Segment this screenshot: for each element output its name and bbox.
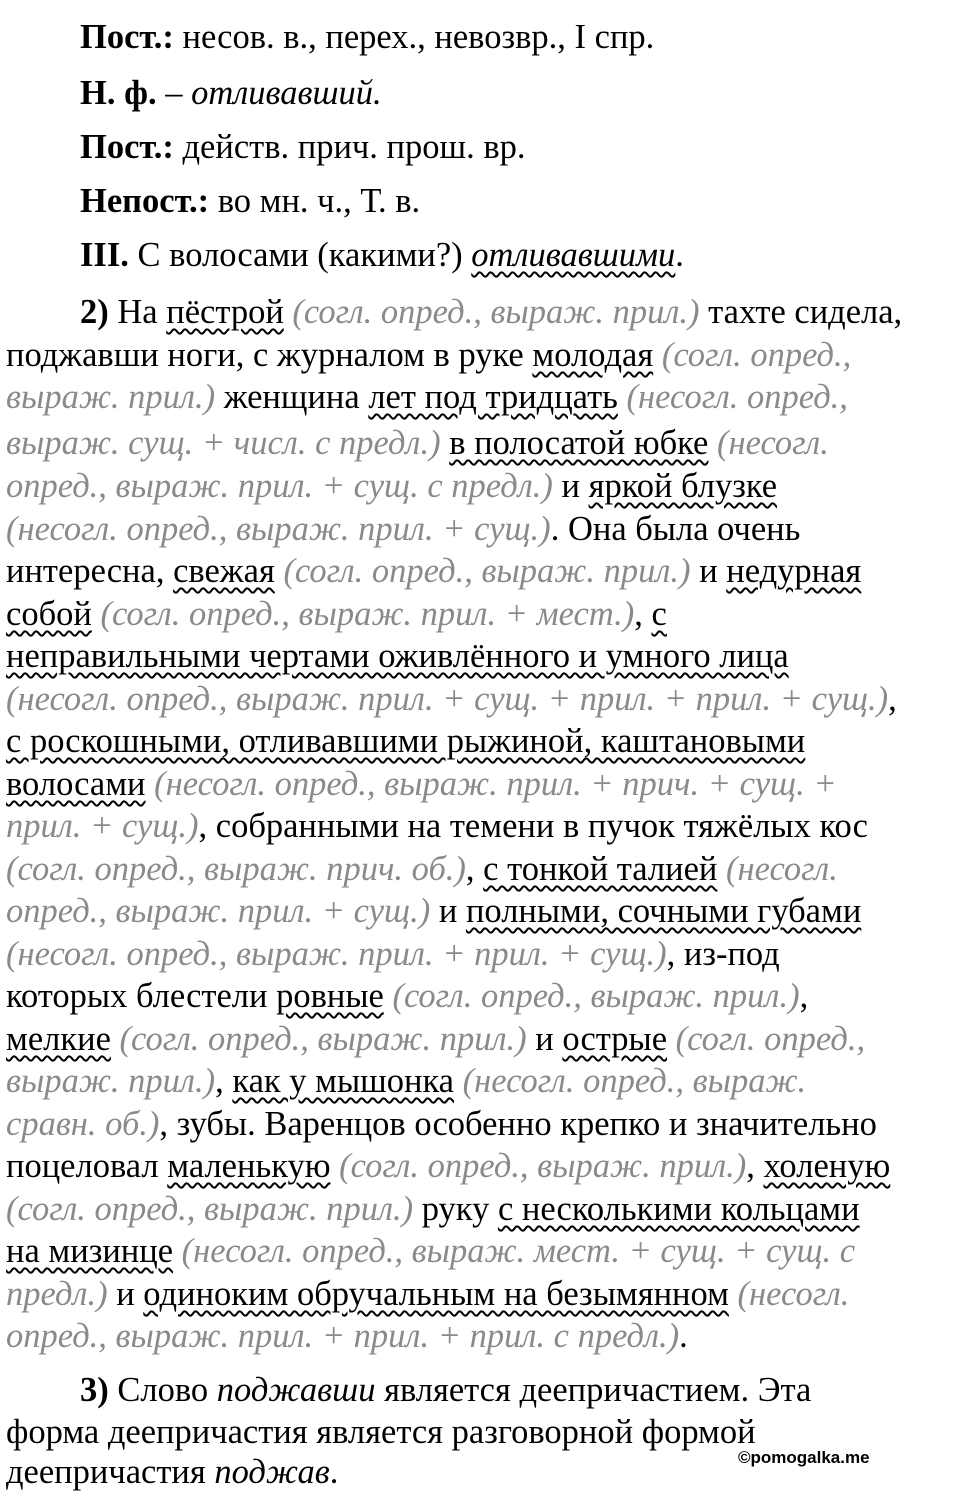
paragraph-3-line (80, 1370, 811, 1410)
annotation: (несогл. опред., выраж. (454, 1062, 807, 1100)
underlined-word: пёстрой (166, 293, 284, 331)
text: и (526, 1020, 563, 1058)
italic-word: поджавши (216, 1371, 376, 1409)
text: во мн. ч., Т. в. (209, 182, 421, 220)
text: , (888, 680, 897, 718)
morph-line-4 (80, 181, 420, 221)
text: Слово (108, 1371, 217, 1409)
text: поджавши ноги, с журналом в руке (6, 336, 533, 374)
annotation: опред., выраж. прил. + прил. + прил. с предл.) (6, 1317, 680, 1355)
underlined-phrase: как у мышонка (232, 1062, 454, 1100)
underlined-phrase: с несколькими кольцами (497, 1190, 860, 1228)
underlined-phrase: на мизинце (6, 1232, 174, 1270)
annotation: (согл. опред., выраж. прил.) (274, 552, 691, 590)
paragraph-2-line (6, 377, 848, 417)
paragraph-2-line (6, 721, 805, 761)
text: форма деепричастия является разговорной формой (6, 1413, 756, 1451)
italic-word: поджав (214, 1453, 330, 1491)
annotation: сравн. об.) (6, 1105, 160, 1143)
text: и (430, 892, 466, 930)
text: – (156, 74, 192, 112)
underlined-phrase: яркой блузке (588, 467, 778, 505)
text: тахте сидела, (699, 293, 903, 331)
annotation: опред., выраж. прил. + сущ.) (6, 892, 431, 930)
paragraph-2-line (6, 764, 837, 804)
paragraph-2-line (6, 1104, 877, 1144)
underlined-word: ровные (276, 977, 384, 1015)
underlined-phrase: с роскошными, отливавшими рыжиной, каштановыми (6, 722, 806, 760)
paragraph-2-line (6, 1316, 688, 1356)
annotation: прил. + сущ.) (6, 807, 199, 845)
paragraph-2-line (6, 1189, 860, 1229)
underlined-phrase: полными, сочными губами (465, 892, 862, 930)
morph-line-1 (80, 17, 654, 57)
annotation: предл.) (6, 1275, 108, 1313)
annotation: (несогл. (717, 850, 838, 888)
annotation: (несогл. опред., выраж. прил. + прич. + сущ. + (145, 765, 837, 803)
underlined-phrase: лет под тридцать (368, 378, 618, 416)
text: На (108, 293, 167, 331)
text: является деепричастием. Эта (375, 1371, 812, 1409)
underlined-word: с (651, 595, 667, 633)
label: Непост.: (80, 182, 210, 220)
underlined-word: собой (6, 595, 92, 633)
annotation: (согл. опред., выраж. прич. об.) (6, 850, 466, 888)
text: , (799, 977, 809, 1015)
paragraph-2-line (6, 423, 829, 463)
text: , собранными на темени в пучок тяжёлых кос (198, 807, 868, 845)
underlined-word: недурная (726, 552, 862, 590)
label: III. (80, 236, 129, 274)
underlined-word: свежая (173, 552, 275, 590)
annotation: (согл. опред., (667, 1020, 866, 1058)
paragraph-2-line (6, 466, 777, 506)
annotation: опред., выраж. прил. + сущ. с предл.) (6, 467, 553, 505)
annotation: (несогл. опред., выраж. мест. + сущ. + сущ. с (173, 1232, 856, 1270)
underlined-phrase: одиноким обручальным на безымянном (143, 1275, 729, 1313)
label: Пост.: (80, 18, 174, 56)
paragraph-2-line (6, 976, 808, 1016)
text: и (107, 1275, 144, 1313)
paragraph-2-line (6, 509, 800, 549)
annotation: (согл. опред., выраж. прил. + мест.) (91, 595, 635, 633)
annotation: (согл. опред., выраж. прил.) (283, 293, 700, 331)
underlined-phrase: с тонкой талией (483, 850, 718, 888)
underlined-phrase: неправильными чертами оживлённого и умного лица (6, 637, 789, 675)
annotation: выраж. прил.) (6, 378, 216, 416)
text: действ. прич. прош. вр. (173, 128, 526, 166)
paragraph-2-line (6, 1061, 806, 1101)
morph-line-2 (80, 73, 382, 113)
morph-line-3 (80, 127, 525, 167)
paragraph-3-line (6, 1452, 338, 1492)
annotation: выраж. сущ. + числ. с предл.) (6, 424, 441, 462)
morph-line-5 (80, 235, 684, 275)
text: несов. в., перех., невозвр., I спр. (173, 18, 655, 56)
text: , из-под (666, 935, 780, 973)
text: , (746, 1147, 764, 1185)
underlined-word: холеную (763, 1147, 891, 1185)
item-number: 3) (80, 1371, 109, 1409)
underlined-word: молодая (532, 336, 654, 374)
annotation: (несогл. опред., выраж. прил. + прил. + сущ.) (6, 935, 667, 973)
annotation: (несогл. опред., (617, 378, 848, 416)
text: которых блестели (6, 977, 277, 1015)
paragraph-2-line (6, 679, 897, 719)
text: , (465, 850, 484, 888)
text: С волосами (какими?) (128, 236, 472, 274)
paragraph-2-line (6, 1019, 865, 1059)
text: . (675, 236, 684, 274)
paragraph-2-line (6, 1231, 855, 1271)
paragraph-3-line (6, 1412, 756, 1452)
text: интересна, (6, 552, 174, 590)
paragraph-2-line (80, 292, 902, 332)
text: . (329, 1453, 339, 1491)
paragraph-2-line (6, 594, 667, 634)
annotation: (согл. опред., выраж. прил.) (6, 1190, 414, 1228)
annotation: (несогл. (708, 424, 829, 462)
label: Н. ф. (80, 74, 157, 112)
annotation: (несогл. (728, 1275, 850, 1313)
text: , (215, 1062, 233, 1100)
paragraph-2-line (6, 335, 851, 375)
text-italic: отливавший. (191, 74, 382, 112)
annotation: (согл. опред., выраж. прил.) (383, 977, 800, 1015)
label: Пост.: (80, 128, 174, 166)
annotation: выраж. прил.) (6, 1062, 216, 1100)
underlined-word: отливавшими (471, 236, 676, 274)
text: . (679, 1317, 688, 1355)
paragraph-2-line (6, 891, 861, 931)
text: , (634, 595, 652, 633)
underlined-word: мелкие (6, 1020, 111, 1058)
paragraph-2-line (6, 1146, 890, 1186)
underlined-phrase: в полосатой юбке (449, 424, 709, 462)
paragraph-2-line (6, 1274, 849, 1314)
text (441, 424, 450, 462)
text: поцеловал (6, 1147, 168, 1185)
annotation: (согл. опред., (653, 336, 852, 374)
paragraph-2-line (6, 806, 868, 846)
watermark: ©pomogalka.me (738, 1448, 870, 1467)
text: женщина (215, 378, 369, 416)
text: . Она была очень (550, 510, 801, 548)
underlined-word: маленькую (167, 1147, 331, 1185)
underlined-word: волосами (6, 765, 146, 803)
annotation: (согл. опред., выраж. прил.) (330, 1147, 747, 1185)
text: деепричастия (6, 1453, 215, 1491)
underlined-word: острые (562, 1020, 668, 1058)
text: руку (413, 1190, 498, 1228)
item-number: 2) (80, 293, 109, 331)
paragraph-2-line (6, 934, 780, 974)
text: и (552, 467, 589, 505)
paragraph-2-line (6, 551, 861, 591)
text: и (690, 552, 727, 590)
paragraph-2-line (6, 636, 789, 676)
annotation: (несогл. опред., выраж. прил. + сущ.) (6, 510, 551, 548)
annotation: (согл. опред., выраж. прил.) (110, 1020, 527, 1058)
text: , зубы. Варенцов особенно крепко и значительно (159, 1105, 877, 1143)
annotation: (несогл. опред., выраж. прил. + сущ. + прил. + прил. + сущ.) (6, 680, 889, 718)
paragraph-2-line (6, 849, 838, 889)
